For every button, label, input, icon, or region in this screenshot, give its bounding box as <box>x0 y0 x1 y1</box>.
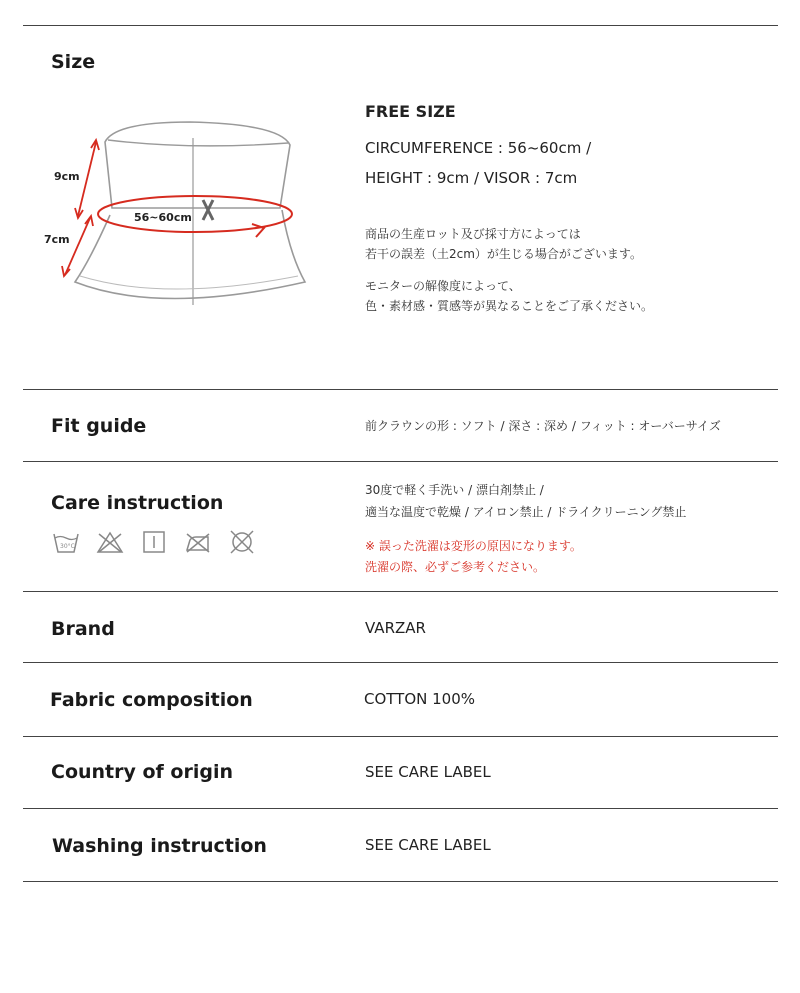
height-dimension: 9cm <box>54 170 80 183</box>
svg-text:30°C: 30°C <box>60 543 75 550</box>
care-warning-2: 洗濯の際、必ずご参考ください。 <box>365 560 546 574</box>
divider-fit <box>23 461 778 462</box>
care-line-2: 適当な温度で乾燥 / アイロン禁止 / ドライクリーニング禁止 <box>365 505 687 519</box>
visor-dimension: 7cm <box>44 233 70 246</box>
country-of-origin-label: Country of origin <box>51 761 234 783</box>
size-note-2a: モニターの解像度によって、 <box>365 279 521 293</box>
brand-value: VARZAR <box>365 619 426 637</box>
tumble-dry-icon <box>140 530 168 554</box>
fabric-composition-label: Fabric composition <box>50 689 253 711</box>
divider-fabric <box>23 736 778 737</box>
divider-size <box>23 389 778 390</box>
size-note-1a: 商品の生産ロット及び採寸方によっては <box>365 227 581 241</box>
brand-label: Brand <box>51 618 115 640</box>
care-instruction-label: Care instruction <box>51 492 224 514</box>
adjuster-mark <box>203 200 213 220</box>
divider-origin <box>23 808 778 809</box>
size-title: FREE SIZE <box>365 102 456 121</box>
country-of-origin-value: SEE CARE LABEL <box>365 763 491 781</box>
divider-washing <box>23 881 778 882</box>
care-line-1: 30度で軽く手洗い / 漂白剤禁止 / <box>365 483 544 497</box>
divider-brand <box>23 662 778 663</box>
size-circumference: CIRCUMFERENCE : 56~60cm / <box>365 139 592 157</box>
circumference-dimension: 56~60cm <box>134 211 192 224</box>
size-height-visor: HEIGHT : 9cm / VISOR : 7cm <box>365 169 578 187</box>
care-icons <box>52 530 256 554</box>
top-divider <box>23 25 778 26</box>
washing-instruction-value: SEE CARE LABEL <box>365 836 491 854</box>
fit-guide-label: Fit guide <box>51 415 147 437</box>
care-warning-1: ※ 誤った洗濯は変形の原因になります。 <box>365 539 582 553</box>
hat-size-diagram <box>20 110 320 310</box>
no-bleach-icon <box>96 530 124 554</box>
hand-wash-30-icon <box>52 530 80 554</box>
fabric-composition-value: COTTON 100% <box>364 690 476 708</box>
no-dry-clean-icon <box>228 530 256 554</box>
size-note-2b: 色・素材感・質感等が異なることをご了承ください。 <box>365 299 654 313</box>
size-note-1b: 若干の誤差（土2cm）が生じる場合がございます。 <box>365 247 642 261</box>
washing-instruction-label: Washing instruction <box>52 835 267 857</box>
fit-guide-value: 前クラウンの形 : ソフト / 深さ : 深め / フィット : オーバーサイズ <box>365 419 721 433</box>
size-label: Size <box>51 51 96 73</box>
no-iron-icon <box>184 530 212 554</box>
divider-care <box>23 591 778 592</box>
